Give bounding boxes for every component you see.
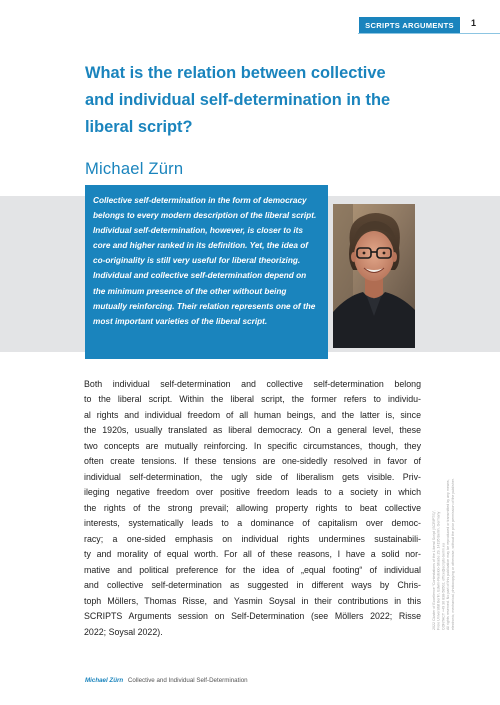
body-line: racy; a one-sided emphasis on individual rights undermines sustainabili- <box>84 533 421 544</box>
footer-author: Michael Zürn <box>85 677 124 684</box>
side-note-line: Freie Universität Berlin, Edwin-Redslob-Straße 29, 14195 Berlin, Germany <box>436 511 441 630</box>
author-portrait-photo <box>333 204 415 348</box>
footer-title: Collective and Individual Self-Determination <box>127 677 248 684</box>
side-note-line: CONTACT +49 30 838-58502, office@scripts-berlin.eu <box>441 543 446 630</box>
abstract-box <box>85 185 328 359</box>
title-line: liberal script? <box>85 118 193 136</box>
author-portrait <box>333 204 415 348</box>
body-line: individual self-determination, the ugly side of liberalism gets visible. Priv- <box>84 471 421 482</box>
body-text <box>84 377 421 640</box>
body-line: ileging negative freedom over positive freedom leads to a society in which <box>84 487 421 498</box>
title-line: and individual self-determination in the <box>85 91 391 109</box>
page-number: 1 <box>471 18 477 28</box>
series-tag: SCRIPTS ARGUMENTS <box>359 17 460 33</box>
copyright-side-note <box>432 470 472 630</box>
side-note-line: 2022 Cluster of Excellence “Contestations of the Liberal Script (SCRIPTS)”, <box>432 509 436 630</box>
body-line: mative and political preference for the idea of „equal footing“ of individual <box>84 564 421 575</box>
article-title <box>85 60 425 141</box>
body-line: Both individual self-determination and collective self-determination belong <box>84 379 421 389</box>
side-note-line: All rights reserved. No part of this publication may be reproduced or transmitted by any means, <box>446 479 451 630</box>
body-line: ty and morality of equal worth. For all of these reasons, I have a solid nor- <box>84 549 421 560</box>
body-line: and collective self-determination as suggested in different ways by Chris- <box>84 580 421 591</box>
body-line: the rights of the strong prevail; allowing property rights to beat collective <box>84 502 421 513</box>
body-line: 2022; Soysal 2022). <box>84 626 163 637</box>
body-line: the 1920s, usually translated as liberal democracy. On a general level, these <box>84 425 421 436</box>
body-line: SCRIPTS Arguments session on Self-Determination (see Möllers 2022; Risse <box>84 611 421 622</box>
title-line: What is the relation between collective <box>85 64 386 82</box>
side-note-line: electronic, mechanical, photocopying or otherwise, without the prior permission of the publisher. <box>450 478 455 630</box>
author-name: Michael Zürn <box>85 159 184 178</box>
page-footer <box>85 677 248 684</box>
body-line: interests, systematically leads to a dominance of capitalism over democ- <box>84 518 421 529</box>
body-line: to the liberal script. Within the liberal script, the former refers to individu- <box>84 394 421 405</box>
body-line: al rights and individual freedom of all human beings, and the latter is, since <box>84 409 421 420</box>
body-line: toph Möllers, Thomas Risse, and Yasmin Soysal in their contributions in this <box>84 595 421 606</box>
abstract-text: Collective self-determination in the form of democracy belongs to every modern description of the liberal script. Individual self-determination, however, is closer to its core and higher ranked in its definition. Yet, the idea of co-originality is still very useful for liberal theorizing. Individual and collective self-determination depend on the minimum presence of the other without being mutually reinforcing. Their relation represents one of the most important varieties of the liberal script. <box>93 196 317 326</box>
body-line: often create tensions. If these tensions are one-sidedly resolved in favor of <box>84 456 421 467</box>
body-line: two concepts are mutually reinforcing. In specific circumstances, though, they <box>84 440 421 451</box>
header-divider <box>358 33 500 34</box>
